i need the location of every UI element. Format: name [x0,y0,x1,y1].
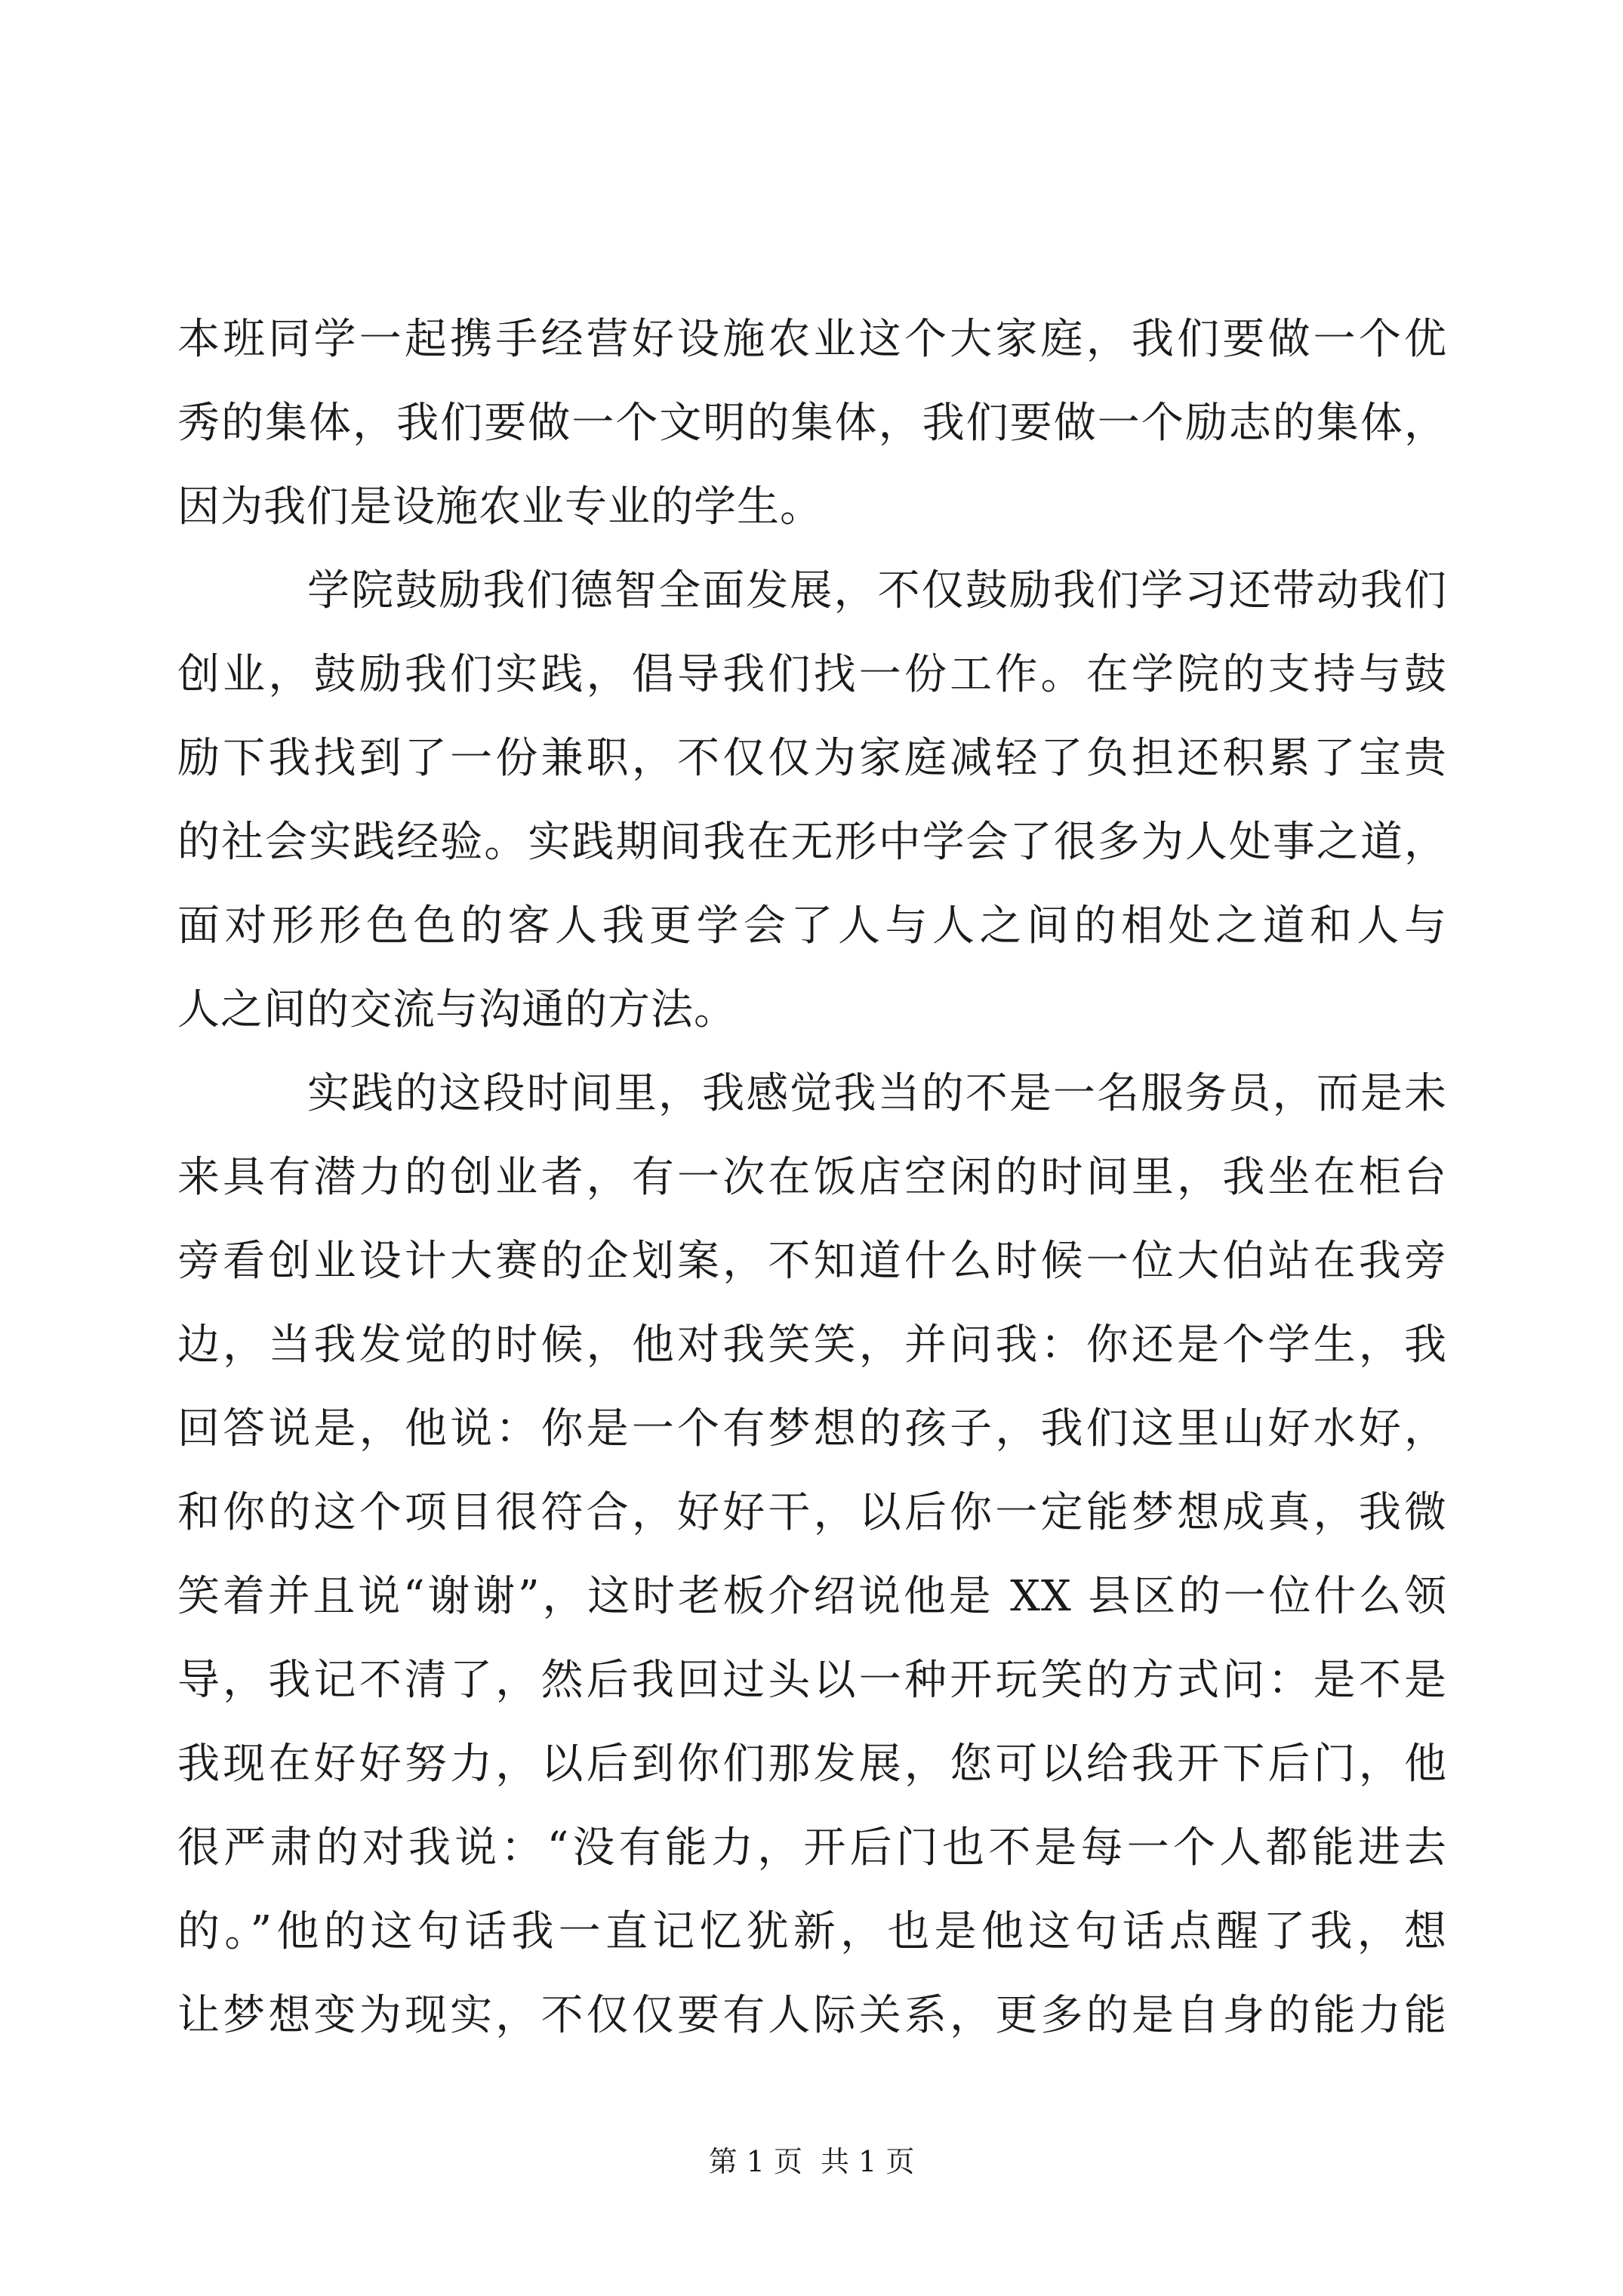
text-line: 回答说是，他说：你是一个有梦想的孩子，我们这里山好水好， [177,1404,1447,1453]
page-total: 共 1 页 [821,2145,915,2178]
text-line: 学院鼓励我们德智全面发展，不仅鼓励我们学习还带动我们 [307,566,1447,615]
text-line: 因为我们是设施农业专业的学生。 [177,482,823,532]
text-line: 让梦想变为现实，不仅仅要有人际关系，更多的是自身的能力能 [177,1991,1447,2040]
text-line: 的。”他的这句话我一直记忆犹新，也是他这句话点醒了我，想 [177,1907,1447,1956]
text-line: 励下我找到了一份兼职，不仅仅为家庭减轻了负担还积累了宝贵 [177,734,1447,783]
page-number: 第 1 页 [708,2145,802,2178]
page-footer [0,2143,1623,2180]
text-line: 本班同学一起携手经营好设施农业这个大家庭，我们要做一个优 [177,315,1447,364]
text-line: 笑着并且说“谢谢”，这时老板介绍说他是 XX 县区的一位什么领 [177,1572,1447,1621]
text-line: 的社会实践经验。实践期间我在无形中学会了很多为人处事之道， [177,818,1447,867]
text-line: 导，我记不清了，然后我回过头以一种开玩笑的方式问：是不是 [177,1656,1447,1705]
text-line: 我现在好好努力，以后到你们那发展，您可以给我开下后门，他 [177,1740,1447,1789]
text-line: 旁看创业设计大赛的企划案，不知道什么时候一位大伯站在我旁 [177,1237,1447,1286]
text-line: 和你的这个项目很符合，好好干，以后你一定能梦想成真，我微 [177,1488,1447,1537]
text-line: 人之间的交流与沟通的方法。 [177,985,737,1034]
text-line: 面对形形色色的客人我更学会了人与人之间的相处之道和人与 [177,901,1447,951]
text-line: 创业，鼓励我们实践，倡导我们找一份工作。在学院的支持与鼓 [177,650,1447,699]
text-line: 来具有潜力的创业者，有一次在饭店空闲的时间里，我坐在柜台 [177,1153,1447,1202]
text-line: 很严肃的对我说：“没有能力，开后门也不是每一个人都能进去 [177,1823,1447,1872]
text-line: 实践的这段时间里，我感觉我当的不是一名服务员，而是未 [307,1069,1447,1118]
text-line: 边，当我发觉的时候，他对我笑笑，并问我：你还是个学生，我 [177,1321,1447,1370]
document-body [177,297,1447,2057]
text-line: 秀的集体，我们要做一个文明的集体，我们要做一个励志的集体， [177,399,1447,448]
